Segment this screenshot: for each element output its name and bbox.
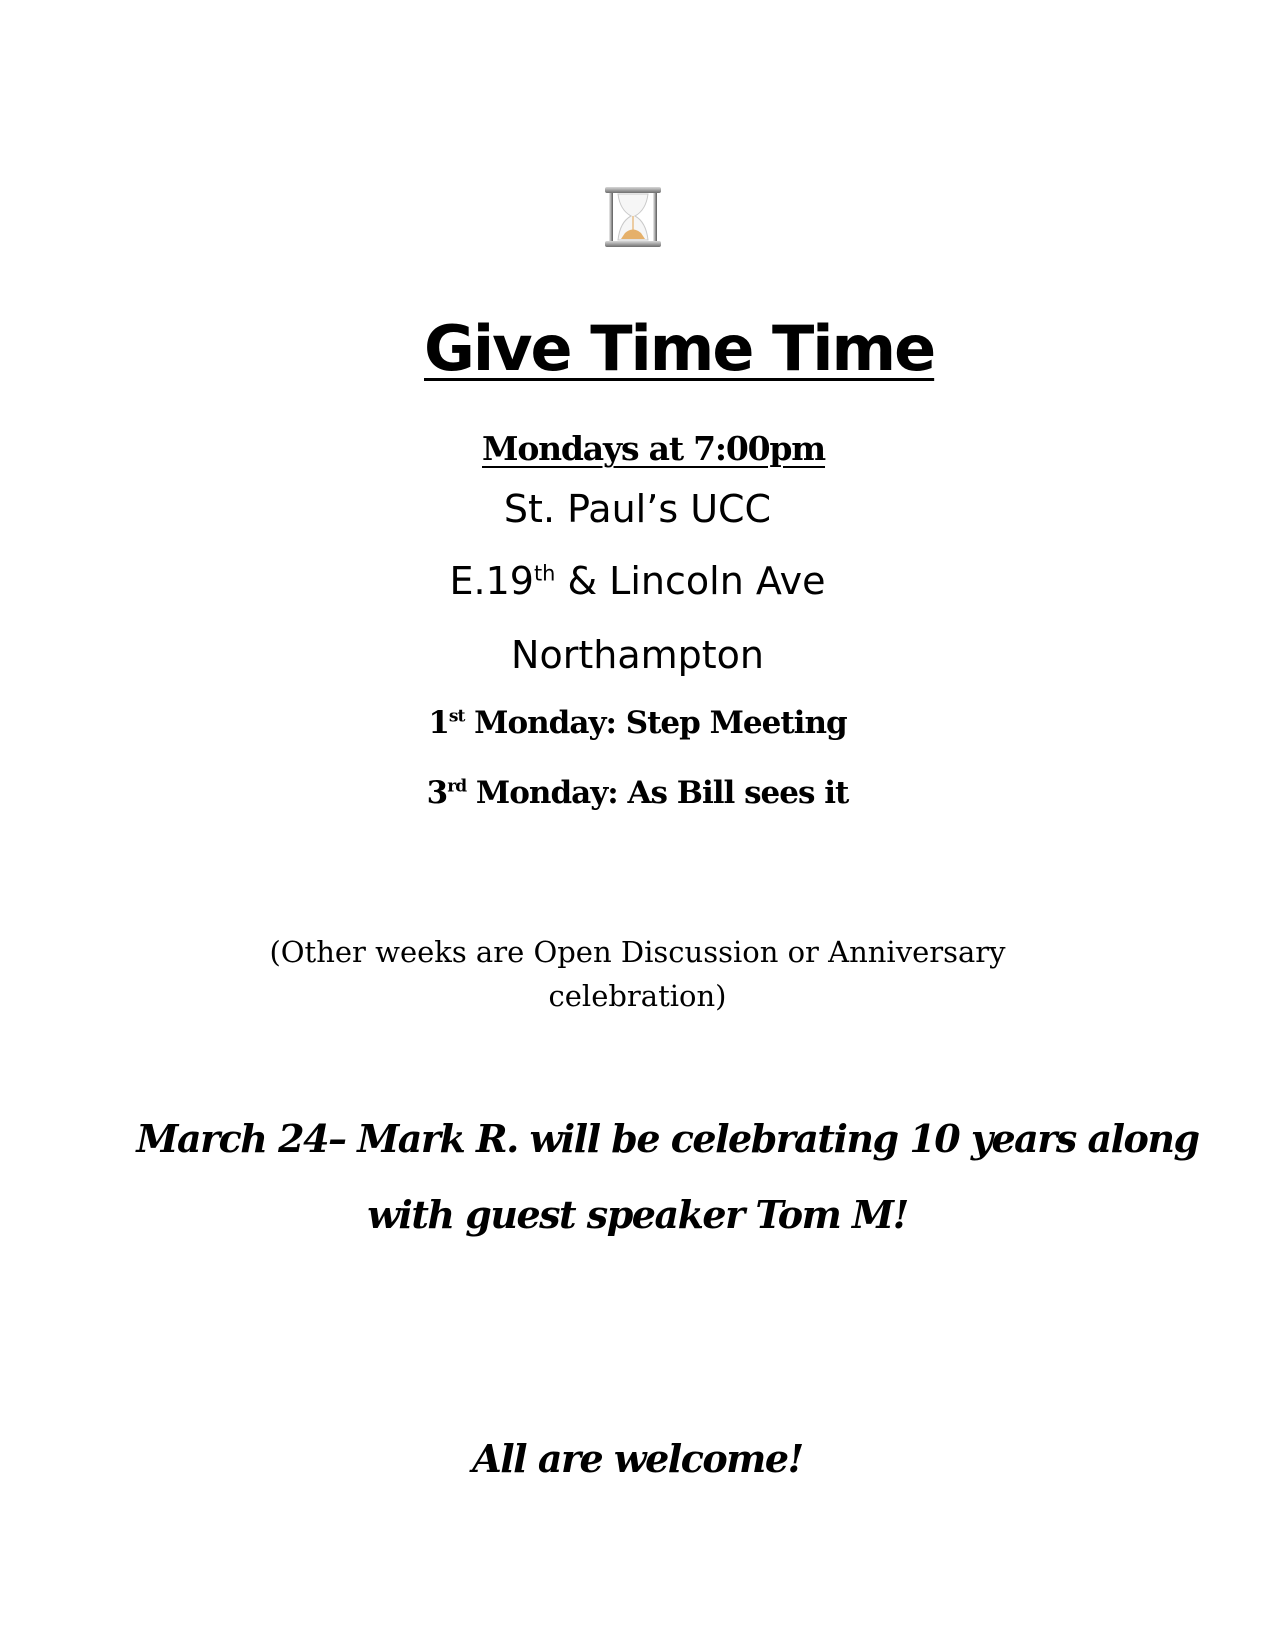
event-announcement-line1: March 24– Mark R. will be celebrating 10 years along xyxy=(136,1116,1199,1161)
meeting-step: 1st Monday: Step Meeting xyxy=(428,705,847,741)
other-weeks-note-line1: (Other weeks are Open Discussion or Anniversary xyxy=(269,935,1006,969)
event-announcement-line2: with guest speaker Tom M! xyxy=(367,1192,908,1237)
hourglass-icon xyxy=(602,186,664,248)
location-name: St. Paul’s UCC xyxy=(503,487,772,531)
flyer-title: Give Time Time xyxy=(424,312,935,385)
location-address: E.19th & Lincoln Ave xyxy=(449,559,826,603)
other-weeks-note-line2: celebration) xyxy=(548,979,727,1013)
meeting-schedule: Mondays at 7:00pm xyxy=(482,429,826,468)
closing-message: All are welcome! xyxy=(472,1436,803,1481)
meeting-as-bill-sees-it: 3rd Monday: As Bill sees it xyxy=(426,775,849,811)
location-town: Northampton xyxy=(511,633,764,677)
